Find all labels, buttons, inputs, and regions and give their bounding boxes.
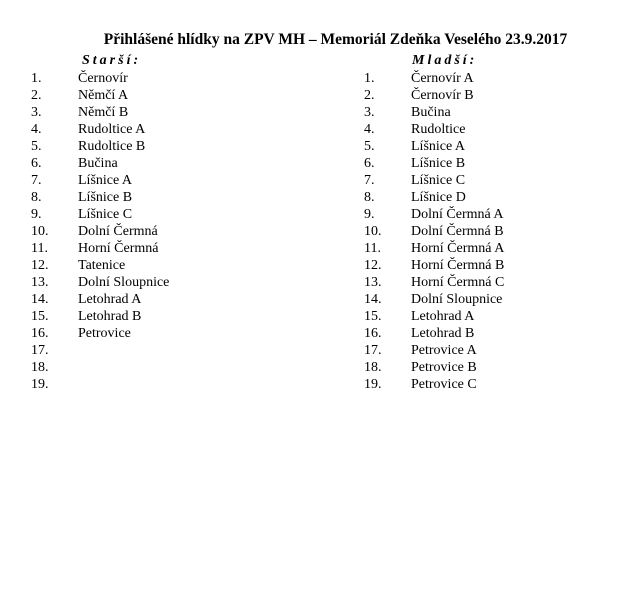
team-name: Líšnice A <box>78 173 133 188</box>
item-number: 7. <box>364 173 375 188</box>
team-name: Petrovice <box>78 326 131 341</box>
list-item <box>31 138 331 155</box>
list-item <box>31 291 331 308</box>
team-name: Bučina <box>411 105 451 120</box>
list-item <box>364 376 614 393</box>
list-item <box>31 376 331 393</box>
team-name: Černovír A <box>411 71 474 86</box>
team-name: Líšnice B <box>78 190 133 205</box>
item-number: 17. <box>364 343 382 358</box>
item-number: 16. <box>364 326 382 341</box>
list-item <box>364 206 614 223</box>
item-number: 1. <box>31 71 42 86</box>
item-number: 15. <box>364 309 382 324</box>
team-name: Němčí A <box>78 88 129 103</box>
item-number: 19. <box>364 377 382 392</box>
list-item <box>31 189 331 206</box>
item-number: 13. <box>364 275 382 290</box>
list-item <box>31 274 331 291</box>
list-item <box>31 342 331 359</box>
list-item <box>364 138 614 155</box>
item-number: 2. <box>364 88 375 103</box>
item-number: 5. <box>31 139 42 154</box>
item-number: 5. <box>364 139 375 154</box>
team-name: Dolní Sloupnice <box>78 275 170 290</box>
item-number: 10. <box>364 224 382 239</box>
team-name: Dolní Sloupnice <box>411 292 503 307</box>
list-item <box>364 240 614 257</box>
list-item <box>364 223 614 240</box>
list-item <box>364 325 614 342</box>
page-title: Přihlášené hlídky na ZPV MH – Memoriál Zdeňka Veselého 23.9.2017 <box>103 31 568 48</box>
team-name: Horní Čermná A <box>411 241 505 256</box>
list-item <box>364 70 614 87</box>
item-number: 19. <box>31 377 49 392</box>
list-item <box>364 189 614 206</box>
list-item <box>364 172 614 189</box>
item-number: 13. <box>31 275 49 290</box>
list-item <box>364 274 614 291</box>
item-number: 9. <box>31 207 42 222</box>
team-name: Dolní Čermná B <box>411 224 504 239</box>
item-number: 15. <box>31 309 49 324</box>
list-item <box>364 104 614 121</box>
item-number: 8. <box>31 190 42 205</box>
list-item <box>31 172 331 189</box>
item-number: 2. <box>31 88 42 103</box>
item-number: 4. <box>31 122 42 137</box>
list-item <box>31 223 331 240</box>
list-item <box>364 121 614 138</box>
team-name: Dolní Čermná <box>78 224 158 239</box>
item-number: 12. <box>31 258 49 273</box>
team-name: Líšnice C <box>411 173 466 188</box>
list-item <box>364 291 614 308</box>
item-number: 11. <box>31 241 48 256</box>
list-item <box>31 155 331 172</box>
list-item <box>31 240 331 257</box>
list-item <box>364 342 614 359</box>
starsi-heading: Starší: <box>82 53 142 68</box>
list-item <box>364 308 614 325</box>
list-item <box>31 325 331 342</box>
team-name: Petrovice B <box>411 360 477 375</box>
team-name: Bučina <box>78 156 118 171</box>
team-name: Líšnice A <box>411 139 466 154</box>
list-item <box>364 359 614 376</box>
team-name: Dolní Čermná A <box>411 207 504 222</box>
starsi-column <box>31 52 331 393</box>
team-name: Němčí B <box>78 105 129 120</box>
team-name: Petrovice C <box>411 377 477 392</box>
team-name: Letohrad B <box>411 326 475 341</box>
mladsi-column <box>364 52 614 393</box>
list-item <box>31 70 331 87</box>
item-number: 6. <box>364 156 375 171</box>
list-item <box>31 87 331 104</box>
list-item <box>31 206 331 223</box>
list-item <box>31 104 331 121</box>
item-number: 14. <box>364 292 382 307</box>
team-name: Líšnice D <box>411 190 466 205</box>
item-number: 11. <box>364 241 381 256</box>
item-number: 3. <box>31 105 42 120</box>
list-item <box>31 121 331 138</box>
team-name: Rudoltice A <box>78 122 146 137</box>
item-number: 17. <box>31 343 49 358</box>
team-name: Letohrad A <box>78 292 142 307</box>
team-name: Líšnice C <box>78 207 133 222</box>
item-number: 8. <box>364 190 375 205</box>
item-number: 4. <box>364 122 375 137</box>
item-number: 10. <box>31 224 49 239</box>
mladsi-list <box>364 70 614 393</box>
starsi-list <box>31 70 331 393</box>
item-number: 16. <box>31 326 49 341</box>
team-name: Letohrad B <box>78 309 142 324</box>
list-item <box>31 308 331 325</box>
team-name: Tatenice <box>78 258 126 273</box>
item-number: 1. <box>364 71 375 86</box>
team-name: Černovír B <box>411 88 474 103</box>
item-number: 14. <box>31 292 49 307</box>
mladsi-heading: Mladší: <box>412 53 478 68</box>
team-name: Líšnice B <box>411 156 466 171</box>
team-name: Horní Čermná <box>78 241 159 256</box>
item-number: 3. <box>364 105 375 120</box>
item-number: 6. <box>31 156 42 171</box>
list-item <box>364 155 614 172</box>
list-item <box>364 257 614 274</box>
list-item <box>31 359 331 376</box>
team-name: Horní Čermná C <box>411 275 505 290</box>
item-number: 12. <box>364 258 382 273</box>
list-item <box>31 257 331 274</box>
team-name: Letohrad A <box>411 309 475 324</box>
team-name: Petrovice A <box>411 343 477 358</box>
list-item <box>364 87 614 104</box>
item-number: 18. <box>364 360 382 375</box>
item-number: 9. <box>364 207 375 222</box>
item-number: 7. <box>31 173 42 188</box>
team-name: Rudoltice B <box>78 139 146 154</box>
item-number: 18. <box>31 360 49 375</box>
team-name: Rudoltice <box>411 122 466 137</box>
team-name: Horní Čermná B <box>411 258 505 273</box>
team-name: Černovír <box>78 71 128 86</box>
